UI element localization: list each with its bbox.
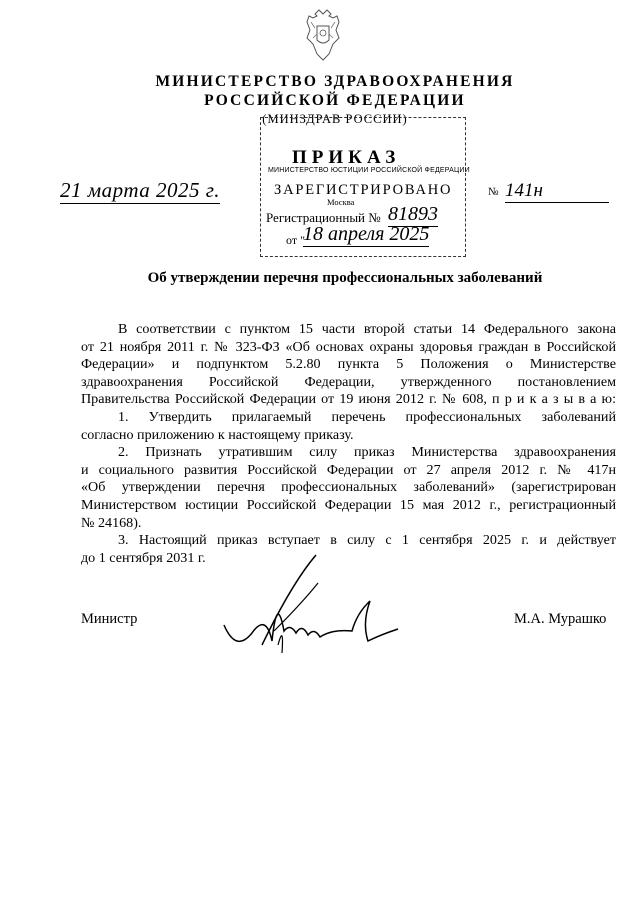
p3-line5: № 24168).	[81, 514, 142, 531]
stamp-ministry-justice: МИНИСТЕРСТВО ЮСТИЦИИ РОССИЙСКОЙ ФЕДЕРАЦИИ	[268, 167, 470, 174]
document-title: Об утверждении перечня профессиональных заболеваний	[147, 270, 543, 286]
stamp-reg-label: Регистрационный №	[266, 210, 381, 225]
signatory-position: Министр	[81, 611, 138, 627]
stamp-from-date: 18 апреля 2025	[303, 223, 430, 245]
handwritten-signature	[222, 553, 402, 663]
stamp-city: Москва	[327, 197, 355, 207]
p3-line1: 2. Признать утратившим силу приказ Министерства здравоохранения	[118, 444, 616, 461]
stamp-reg-number: 81893	[388, 203, 438, 225]
order-heading: ПРИКАЗ	[292, 147, 401, 168]
ministry-name-line1: МИНИСТЕРСТВО ЗДРАВООХРАНЕНИЯ	[155, 73, 515, 90]
p4-line2: до 1 сентября 2031 г.	[81, 549, 206, 566]
state-emblem-icon	[303, 8, 343, 62]
order-number-label: №	[488, 186, 499, 198]
p2-line2: согласно приложению к настоящему приказу.	[81, 426, 354, 443]
p1-line5: Правительства Российской Федерации от 19 июня 2012 г. № 608, п р и к а з ы в а ю:	[81, 391, 616, 408]
ministry-short-name: (МИНЗДРАВ РОССИИ)	[262, 112, 408, 126]
order-number: 141н	[505, 180, 609, 203]
p1-line4: здравоохранения Российской Федерации, утвержденного постановлением	[81, 373, 616, 390]
signatory-name: М.А. Мурашко	[514, 611, 607, 627]
order-date: 21 марта 2025 г.	[60, 178, 220, 202]
document-body	[81, 321, 616, 567]
p1-line2: от 21 ноября 2011 г. № 323-ФЗ «Об основах охраны здоровья граждан в Российской	[81, 338, 616, 355]
p1-line3: Федерации» и подпунктом 5.2.80 пункта 5 Положения о Министерстве	[81, 356, 616, 373]
ministry-name-line2: РОССИЙСКОЙ ФЕДЕРАЦИИ	[204, 92, 466, 109]
stamp-from-label: от "	[286, 233, 305, 247]
p3-line4: Министерством юстиции Российской Федерации 15 мая 2012 г., регистрационный	[81, 496, 616, 513]
p1-line1: В соответствии с пунктом 15 части второй статьи 14 Федерального закона	[118, 321, 616, 337]
p2-line1: 1. Утвердить прилагаемый перечень профессиональных заболеваний	[118, 408, 616, 425]
p4-line1: 3. Настоящий приказ вступает в силу с 1 сентября 2025 г. и действует	[118, 532, 616, 549]
p3-line3: «Об утверждении перечня профессиональных заболеваний» (зарегистрирован	[81, 479, 616, 496]
stamp-registered: ЗАРЕГИСТРИРОВАНО	[274, 182, 453, 198]
p3-line2: и социального развития Российской Федерации от 27 апреля 2012 г. № 417н	[81, 461, 616, 478]
